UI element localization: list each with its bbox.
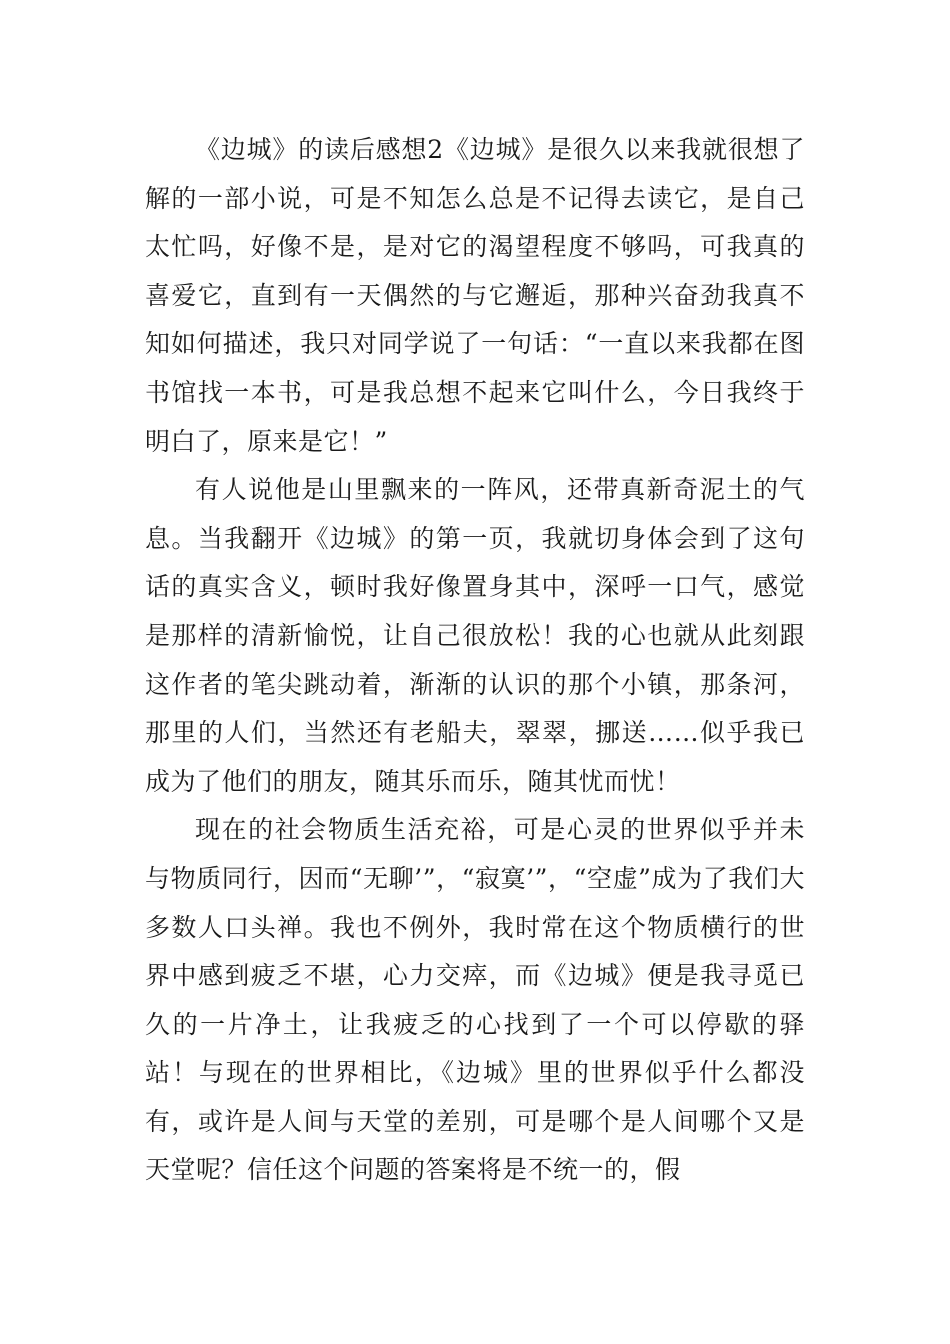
paragraph-3: 现在的社会物质生活充裕，可是心灵的世界似乎并未与物质同行，因而“无聊’”，“寂寞’”，“空虚”成为了我们大多数人口头禅。我也不例外，我时常在这个物质横行的世界中感到疲乏不堪，心力交瘁，而《边城》便是我寻觅已久的一片净土，让我疲乏的心找到了一个可以停歇的驿站！与现在的世界相比，《边城》里的世界似乎什么都没有，或许是人间与天堂的差别，可是哪个是人间哪个又是天堂呢？信任这个问题的答案将是不统一的，假 (145, 815, 805, 1185)
paragraph-2: 有人说他是山里飘来的一阵风，还带真新奇泥土的气息。当我翻开《边城》的第一页，我就切身体会到了这句话的真实含义，顿时我好像置身其中，深呼一口气，感觉是那样的清新愉悦，让自己很放松！我的心也就从此刻跟这作者的笔尖跳动着，渐渐的认识的那个小镇，那条河，那里的人们，当然还有老船夫，翠翠，挪送……似乎我已成为了他们的朋友，随其乐而乐，随其忧而忧！ (145, 475, 805, 796)
paragraph-1: 《边城》的读后感想2《边城》是很久以来我就很想了解的一部小说，可是不知怎么总是不记得去读它，是自己太忙吗，好像不是，是对它的渴望程度不够吗，可我真的喜爱它，直到有一天偶然的与它邂逅，那种兴奋劲我真不知如何描述，我只对同学说了一句话：“一直以来我都在图书馆找一本书，可是我总想不起来它叫什么，今日我终于明白了，原来是它！” (145, 135, 805, 456)
document-body (145, 126, 805, 1195)
